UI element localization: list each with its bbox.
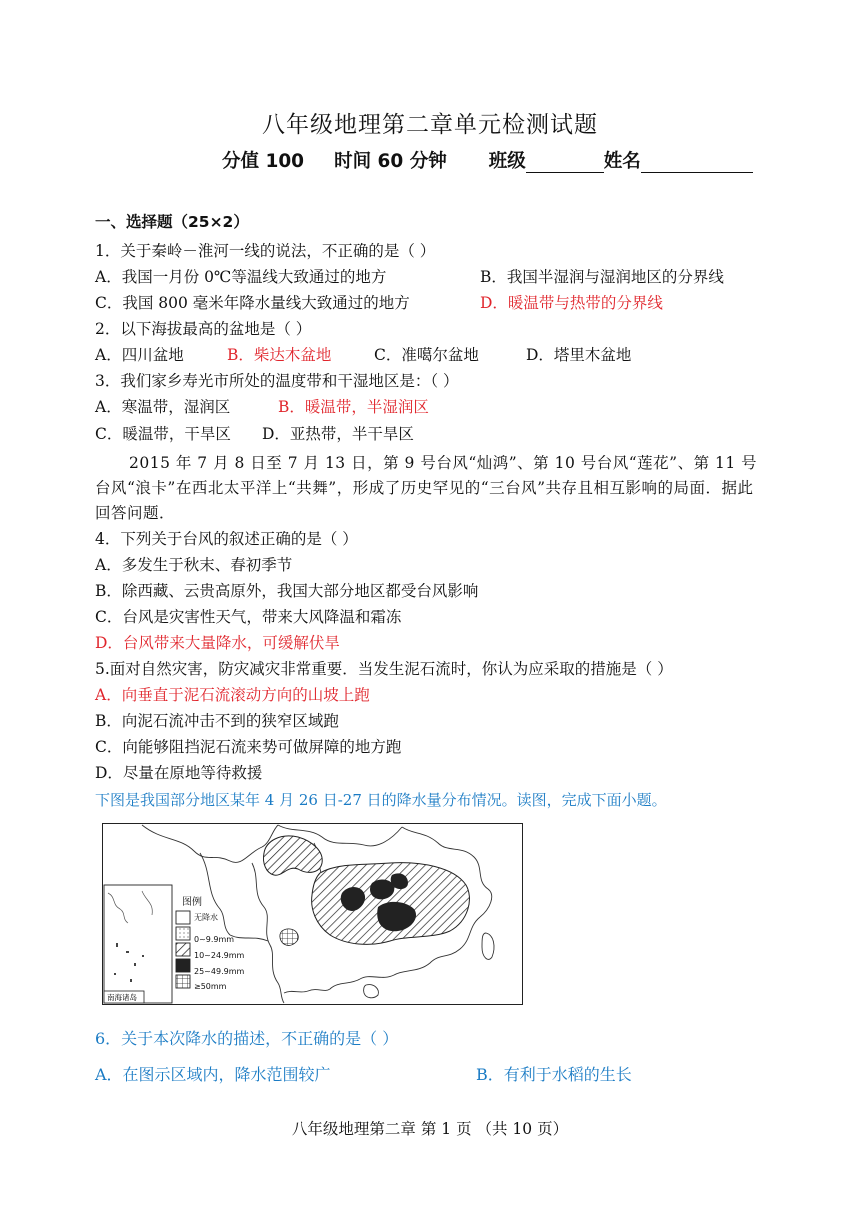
question-2-option-d: D．塔里木盆地 [526, 346, 632, 364]
name-field[interactable] [641, 154, 753, 173]
question-4-option-b: B．除西藏、云贵高原外，我国大部分地区都受台风影响 [95, 582, 479, 600]
typhoon-passage: 2015 年 7 月 8 日至 7 月 13 日，第 9 号台风“灿鸿”、第 10 号台风“莲花”、第 11 号台风“浪卡”在西北太平洋上“共舞”，形成了历史罕见的“三台风”共存且相互影响的局面．据此回答问题． [95, 454, 758, 522]
question-6-stem: 6．关于本次降水的描述，不正确的是（ ） [95, 1029, 399, 1048]
time-info: 时间 60 分钟 [334, 151, 447, 172]
legend-item-heavy: 25~49.9mm [194, 967, 245, 976]
question-3-stem: 3．我们家乡寿光市所处的温度带和干湿地区是：（ ） [95, 372, 459, 390]
question-5-option-a-answer: A．向垂直于泥石流滚动方向的山坡上跑 [95, 686, 370, 704]
question-5-option-d: D．尽量在原地等待救援 [95, 764, 263, 782]
question-1-option-d-answer: D．暖温带与热带的分界线 [480, 294, 663, 312]
question-5-stem: 5.面对自然灾害，防灾减灾非常重要．当发生泥石流时，你认为应采取的措施是（ ） [95, 660, 673, 678]
class-field[interactable] [526, 154, 604, 173]
question-1-option-b: B．我国半湿润与湿润地区的分界线 [480, 268, 724, 286]
question-5-option-b: B．向泥石流冲击不到的狭窄区域跑 [95, 712, 339, 730]
question-2-option-b-answer: B．柴达木盆地 [227, 346, 332, 364]
map-intro: 下图是我国部分地区某年 4 月 26 日-27 日的降水量分布情况。读图，完成下面小题。 [95, 791, 667, 809]
exam-info-line [222, 147, 753, 173]
question-3-option-a: A．寒温带，湿润区 [95, 398, 231, 416]
section-heading: 一、选择题（25×2） [95, 213, 249, 231]
name-label: 姓名 [603, 151, 641, 172]
question-6-option-b: B．有利于水稻的生长 [476, 1065, 632, 1084]
south-china-sea-inset [104, 885, 172, 1003]
score-info: 分值 100 [222, 151, 305, 172]
legend-item-light: 0~9.9mm [194, 935, 235, 944]
question-3-option-b-answer: B．暖温带，半湿润区 [278, 398, 429, 416]
inset-label: 南海诸岛 [107, 993, 137, 1002]
precipitation-map [102, 823, 523, 1005]
question-4-option-c: C．台风是灾害性天气，带来大风降温和霜冻 [95, 608, 402, 626]
legend-item-none: 无降水 [194, 913, 218, 922]
question-1-stem: 1．关于秦岭－淮河一线的说法，不正确的是（ ） [95, 242, 436, 260]
legend-item-storm: ≥50mm [194, 982, 227, 991]
question-6-option-a: A．在图示区域内，降水范围较广 [95, 1065, 331, 1084]
question-2-option-c: C．准噶尔盆地 [374, 346, 479, 364]
legend-item-moderate: 10~24.9mm [194, 951, 245, 960]
question-4-stem: 4．下列关于台风的叙述正确的是（ ） [95, 530, 358, 548]
question-3-option-d: D．亚热带，半干旱区 [262, 425, 414, 443]
page-footer: 八年级地理第二章 第 1 页 （共 10 页） [291, 1120, 569, 1138]
question-4-option-a: A．多发生于秋末、春初季节 [95, 556, 293, 574]
question-5-option-c: C．向能够阻挡泥石流来势可做屏障的地方跑 [95, 738, 402, 756]
question-2-option-a: A．四川盆地 [95, 346, 184, 364]
question-3-option-c: C．暖温带，干旱区 [95, 425, 231, 443]
question-1-option-c: C．我国 800 毫米年降水量线大致通过的地方 [95, 294, 410, 312]
class-label: 班级 [488, 151, 526, 172]
legend-title: 图例 [182, 897, 202, 908]
question-4-option-d-answer: D．台风带来大量降水，可缓解伏旱 [95, 634, 340, 652]
question-1-option-a: A．我国一月份 0℃等温线大致通过的地方 [95, 268, 387, 286]
question-2-stem: 2．以下海拔最高的盆地是（ ） [95, 320, 312, 338]
page-title: 八年级地理第二章单元检测试题 [262, 112, 598, 138]
